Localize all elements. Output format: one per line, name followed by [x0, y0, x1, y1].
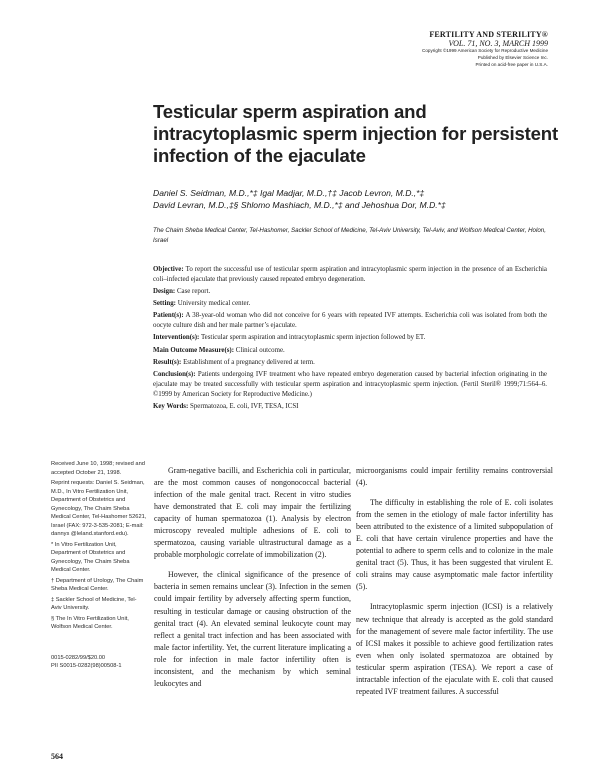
publisher-line: Published by Elsevier Science Inc. — [477, 55, 548, 61]
printed-line: Printed on acid-free paper in U.S.A. — [475, 61, 548, 67]
copyright-line: Copyright ©1999 American Society for Reproductive Medicine — [422, 48, 548, 54]
abstract-setting — [153, 299, 547, 309]
sidenotes — [51, 460, 147, 671]
abstract-outcome — [153, 346, 547, 356]
issn-code: 0015-0282/99/$20.00 — [51, 654, 106, 661]
setting-text: University medical center. — [177, 300, 251, 308]
abstract-patients — [153, 311, 547, 331]
design-label: Design: — [153, 287, 176, 295]
affiliation: The Chaim Sheba Medical Center, Tel-Hashomer, Sackler School of Medicine, Tel-Aviv University, Tel-Aviv, and Wolfson Medical Center, Holon, Israel — [153, 227, 546, 244]
results-text: Establishment of a pregnancy delivered at term. — [183, 358, 315, 366]
setting-label: Setting: — [153, 300, 176, 308]
abstract — [153, 265, 547, 414]
author-list — [153, 187, 573, 211]
design-text: Case report. — [176, 287, 211, 295]
objective-text: To report the successful use of testicular sperm aspiration and intracytoplasmic sperm injection in the presence of an Escherichia coli–infected ejaculate that previously caused repeated embryo degeneration. — [153, 266, 547, 283]
abstract-design — [153, 287, 547, 297]
abstract-conclusions — [153, 370, 547, 399]
journal-header — [422, 30, 548, 68]
body-paragraph: However, the clinical significance of the presence of bacteria in semen remains unclear (3). Infection in the semen could impair fertility by adversely affecting sperm function, resulting in testicular damage or causing obstruction of the genital tract (4). An elevated seminal leukocyte count may reflect a genital tract infection and has been associated with male factor infertility. Yet, the current literature implicating a role for infection in male factor infertility often is inconsistent, and the mechanism by which seminal leukocytes and — [154, 570, 351, 688]
journal-volume: VOL. 71, NO. 3, MARCH 1999 — [448, 39, 548, 49]
author-line-1: Daniel S. Seidman, M.D.,*‡ Igal Madjar, M.D.,†‡ Jacob Levron, M.D.,*‡ — [153, 188, 425, 198]
conclusions-label: Conclusion(s): — [153, 370, 196, 378]
article-title: Testicular sperm aspiration and intracytoplasmic sperm injection for persistent infection of the ejaculate — [153, 101, 558, 166]
objective-label: Objective: — [153, 266, 184, 273]
page-number: 564 — [51, 752, 63, 761]
author-line-2: David Levran, M.D.,‡§ Shlomo Mashiach, M.D.,*‡ and Jehoshua Dor, M.D.*‡ — [153, 200, 446, 210]
article-codes — [51, 654, 147, 671]
outcome-label: Main Outcome Measure(s): — [153, 346, 235, 354]
body-paragraph: Intracytoplasmic sperm injection (ICSI) is a relatively new technique that already is accepted as the gold standard for the management of severe male factor infertility. The use of ICSI makes it possible to achieve good fertilization rates even when only isolated spermatozoa are obtained by testicular sperm aspiration (TESA). We report a case of intractable infection of the ejaculate with E. coli that caused repeated IVF treatment failures. A successful — [356, 602, 553, 696]
body-paragraph: Gram-negative bacilli, and Escherichia coli in particular, are the most common causes of nongonococcal bacterial infection of the male genital tract. Recent in vitro studies have demonstrated that E. coli may impair the fertilizing capacity of human spermatozoa (1). Analysis by electron microscopy revealed multiple adhesions of E. coli to spermatozoa, causing variable ultrastructural damage as a probable morphologic correlate of immobilization (2). — [154, 466, 351, 560]
abstract-results — [153, 358, 547, 368]
sidenote-wolfson: § The In Vitro Fertilization Unit, Wolfson Medical Center. — [51, 615, 129, 630]
sidenote-received: Received June 10, 1998; revised and accepted October 21, 1998. — [51, 461, 145, 476]
keywords-text: Spermatozoa, E. coli, IVF, TESA, ICSI — [190, 403, 299, 411]
body-column-left — [154, 465, 351, 698]
abstract-interventions — [153, 333, 547, 343]
abstract-keywords — [153, 402, 547, 412]
abstract-objective — [153, 265, 547, 285]
body-paragraph: microorganisms could impair fertility remains controversial (4). — [356, 466, 553, 488]
journal-name: FERTILITY AND STERILITY® — [429, 30, 548, 39]
sidenote-ivf-unit: * In Vitro Fertilization Unit, Department of Obstetrics and Gynecology, The Chaim Sheba Medical Center. — [51, 541, 130, 573]
outcome-text: Clinical outcome. — [235, 346, 285, 354]
patients-label: Patient(s): — [153, 312, 184, 320]
results-label: Result(s): — [153, 358, 182, 366]
conclusions-text: Patients undergoing IVF treatment who have repeated embryo degeneration caused by bacterial infection originating in the ejaculate may be treated successfully with testicular sperm aspiration and intracytoplasmic sperm injection. (Fertil Steril® 1999;71:564–6. ©1999 by American Society for Reproductive Medicine.) — [153, 370, 547, 398]
patients-text: A 38-year-old woman who did not conceive for 6 years with repeated IVF attempts. Escherichia coli was isolated from both the oocyte culture dish and her male partner’s ejaculate. — [153, 312, 548, 330]
pii-code: PII S0015-0282(98)00508-1 — [51, 663, 122, 669]
body-column-right — [356, 465, 553, 706]
sidenote-reprint: Reprint requests: Daniel S. Seidman, M.D., In Vitro Fertilization Unit, Department of Obstetrics and Gynecology, The Chaim Sheba Medical Center, Tel-Hashomer 52621, Israel (FAX: 972-3-535-2081; E-mail: dannys @leland.stanford.edu). — [51, 480, 147, 537]
sidenote-sackler: ‡ Sackler School of Medicine, Tel-Aviv University. — [51, 596, 137, 611]
interventions-label: Intervention(s): — [153, 334, 200, 342]
body-paragraph: The difficulty in establishing the role of E. coli isolates from the semen in the etiology of male factor infertility has been attributed to the existence of a limited subpopulation of E. coli that have certain virulence properties and have the potential to adhere to sperm cells and to colonize in the male genital tract (5). Thus, it has been suggested that virulent E. coli strains may cause asymptomatic male factor infertility (5). — [356, 498, 553, 592]
interventions-text: Testicular sperm aspiration and intracytoplasmic sperm injection followed by ET. — [200, 334, 426, 342]
keywords-label: Key Words: — [153, 403, 189, 411]
sidenote-urology: † Department of Urology, The Chaim Sheba Medical Center. — [51, 577, 144, 592]
